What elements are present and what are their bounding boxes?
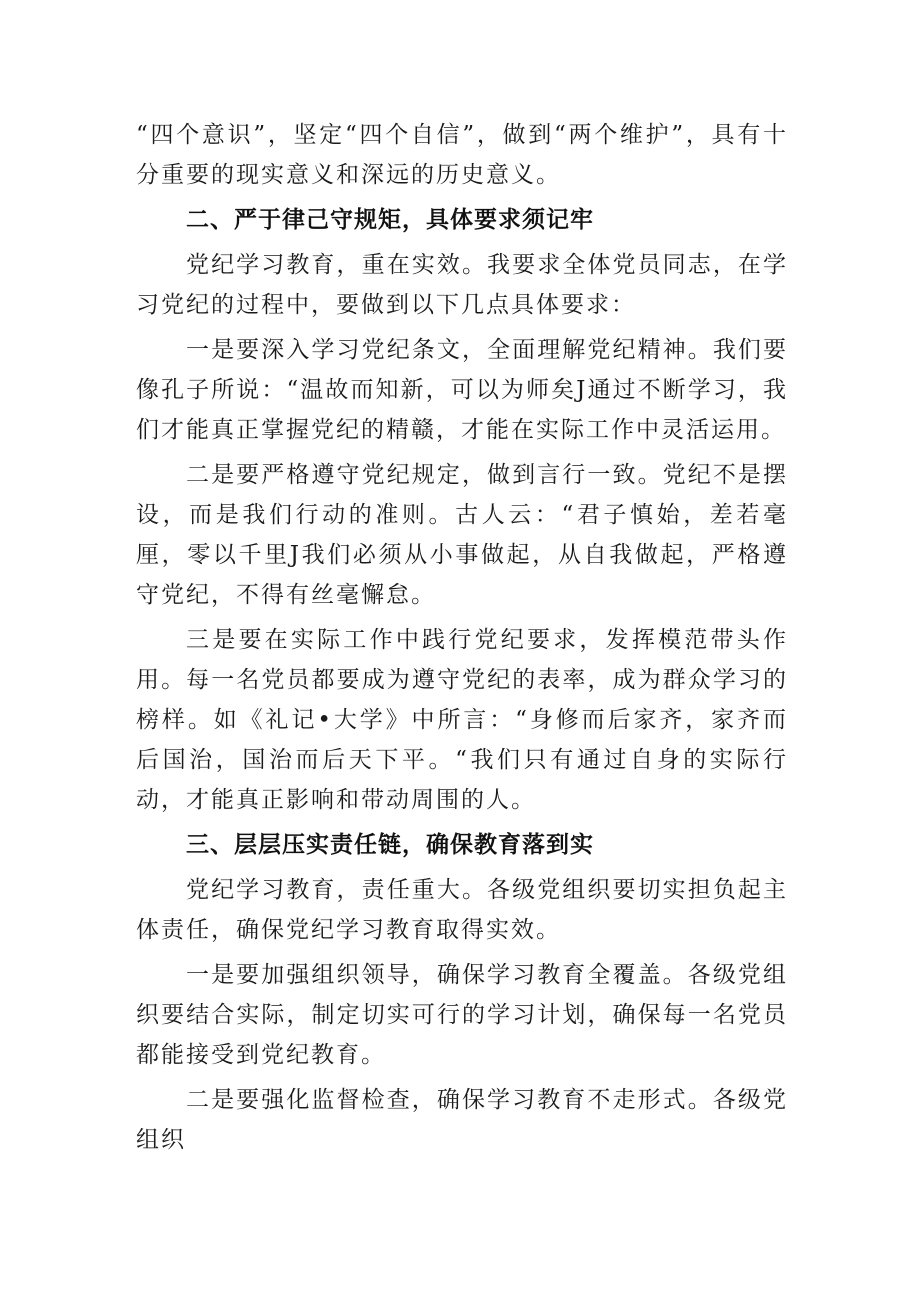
paragraph: 一是要加强组织领导，确保学习教育全覆盖。各级党组织要结合实际，制定切实可行的学习计划，确保每一名党员都能接受到党纪教育。: [136, 962, 788, 1068]
paragraph: 党纪学习教育，责任重大。各级党组织要切实担负起主体责任，确保党纪学习教育取得实效。: [136, 877, 788, 943]
paragraph: 二是要严格遵守党纪规定，做到言行一致。党纪不是摆设，而是我们行动的准则。古人云：“君子慎始，差若毫厘，零以千里J我们必须从小事做起，从自我做起，严格遵守党纪，不得有丝毫懈怠。: [136, 462, 788, 608]
paragraph: 二是要强化监督检查，确保学习教育不走形式。各级党组织: [136, 1087, 788, 1153]
document-body: [136, 115, 788, 1165]
paragraph: 一是要深入学习党纪条文，全面理解党纪精神。我们要像孔子所说：“温故而知新，可以为师矣J通过不断学习，我们才能真正掌握党纪的精赣，才能在实际工作中灵活运用。: [136, 337, 788, 443]
section-heading-three: 三、层层压实责任链，确保教育落到实: [186, 832, 594, 858]
section-heading-two: 二、严于律己守规矩，具体要求须记牢: [186, 207, 594, 233]
paragraph-continuation: “四个意识”，坚定“四个自信”，做到“两个维护”，具有十分重要的现实意义和深远的历史意义。: [136, 122, 788, 188]
paragraph: 三是要在实际工作中践行党纪要求，发挥模范带头作用。每一名党员都要成为遵守党纪的表率，成为群众学习的榜样。如《礼记•大学》中所言：“身修而后家齐，家齐而后国治，国治而后天下平。“我们只有通过自身的实际行动，才能真正影响和带动周围的人。: [136, 627, 788, 813]
paragraph: 党纪学习教育，重在实效。我要求全体党员同志，在学习党纪的过程中，要做到以下几点具体要求：: [136, 252, 788, 318]
